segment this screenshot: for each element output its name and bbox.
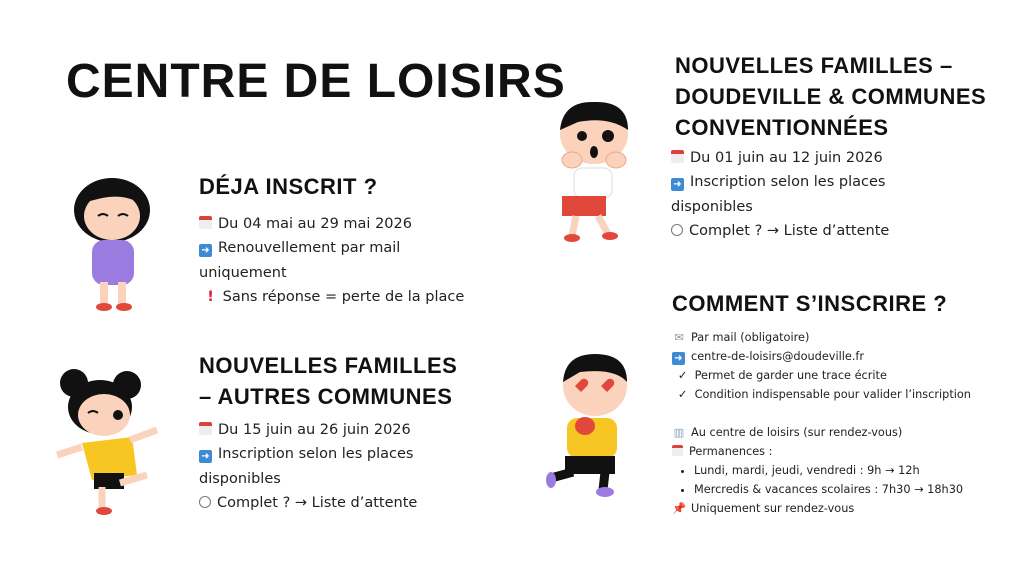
check-text: Condition indispensable pour valider l’inscription bbox=[694, 388, 971, 401]
dates-text: Du 15 juin au 26 juin 2026 bbox=[218, 422, 411, 438]
arrow-right-icon: ➜ bbox=[672, 352, 685, 365]
heading-line: DOUDEVILLE & COMMUNES bbox=[675, 84, 987, 109]
check-icon: ✓ bbox=[677, 369, 688, 382]
deja-inscrit-section bbox=[199, 212, 464, 309]
places-text: Inscription selon les places bbox=[690, 174, 886, 191]
renewal-text: Renouvellement par mail bbox=[218, 240, 401, 257]
arrow-right-icon: ➜ bbox=[671, 178, 684, 191]
boy-surprised-illustration bbox=[548, 96, 638, 246]
check-text: Permet de garder une trace écrite bbox=[694, 369, 887, 382]
autres-communes-heading bbox=[199, 350, 457, 412]
renewal-text-cont: uniquement bbox=[199, 264, 287, 281]
doudeville-heading bbox=[675, 50, 986, 143]
heading-line: NOUVELLES FAMILLES bbox=[199, 353, 458, 378]
page-title: CENTRE DE LOISIRS bbox=[66, 55, 566, 108]
places-text-cont: disponibles bbox=[199, 470, 281, 487]
schedule-item: • Mercredis & vacances scolaires : 7h30 → 18h30 bbox=[694, 480, 971, 499]
dates-text: Du 01 juin au 12 juin 2026 bbox=[690, 150, 883, 166]
waitlist-text: Complet ? → Liste d’attente bbox=[217, 494, 418, 511]
deja-inscrit-heading: DÉJA INSCRIT ? bbox=[199, 174, 378, 199]
building-icon: ▥ bbox=[673, 426, 685, 439]
boy-heart-eyes-illustration bbox=[545, 348, 640, 498]
envelope-icon: ✉ bbox=[674, 331, 684, 344]
places-text: Inscription selon les places bbox=[218, 446, 414, 463]
calendar-icon bbox=[199, 422, 212, 435]
rdv-text: Uniquement sur rendez-vous bbox=[691, 502, 855, 515]
pushpin-icon: 📌 bbox=[672, 502, 687, 515]
clock-icon bbox=[199, 496, 211, 508]
waitlist-text: Complet ? → Liste d’attente bbox=[689, 222, 890, 239]
girl-dancing-illustration bbox=[52, 365, 167, 515]
arrow-right-icon: ➜ bbox=[199, 450, 212, 463]
heading-line: – AUTRES COMMUNES bbox=[199, 384, 453, 409]
dates-text: Du 04 mai au 29 mai 2026 bbox=[218, 216, 412, 232]
check-icon: ✓ bbox=[677, 388, 688, 401]
autres-communes-section bbox=[199, 418, 417, 515]
comment-section bbox=[672, 328, 971, 518]
comment-heading: COMMENT S’INSCRIRE ? bbox=[672, 291, 948, 316]
heading-line: CONVENTIONNÉES bbox=[675, 115, 889, 140]
centre-text: Au centre de loisirs (sur rendez-vous) bbox=[691, 426, 903, 439]
heading-line: NOUVELLES FAMILLES – bbox=[675, 53, 953, 78]
email-link[interactable]: centre-de-loisirs@doudeville.fr bbox=[691, 350, 865, 363]
arrow-right-icon: ➜ bbox=[199, 244, 212, 257]
exclamation-icon: ! bbox=[207, 288, 214, 305]
schedule-item: • Lundi, mardi, jeudi, vendredi : 9h → 12h bbox=[694, 461, 971, 480]
permanences-text: Permanences : bbox=[689, 445, 773, 458]
places-text-cont: disponibles bbox=[671, 198, 753, 215]
calendar-icon bbox=[672, 445, 683, 456]
warning-text: Sans réponse = perte de la place bbox=[222, 288, 465, 305]
doudeville-section bbox=[671, 146, 889, 243]
clock-icon bbox=[671, 224, 683, 236]
calendar-icon bbox=[199, 216, 212, 229]
mail-text: Par mail (obligatoire) bbox=[691, 331, 810, 344]
calendar-icon bbox=[671, 150, 684, 163]
girl-illustration bbox=[62, 172, 162, 317]
